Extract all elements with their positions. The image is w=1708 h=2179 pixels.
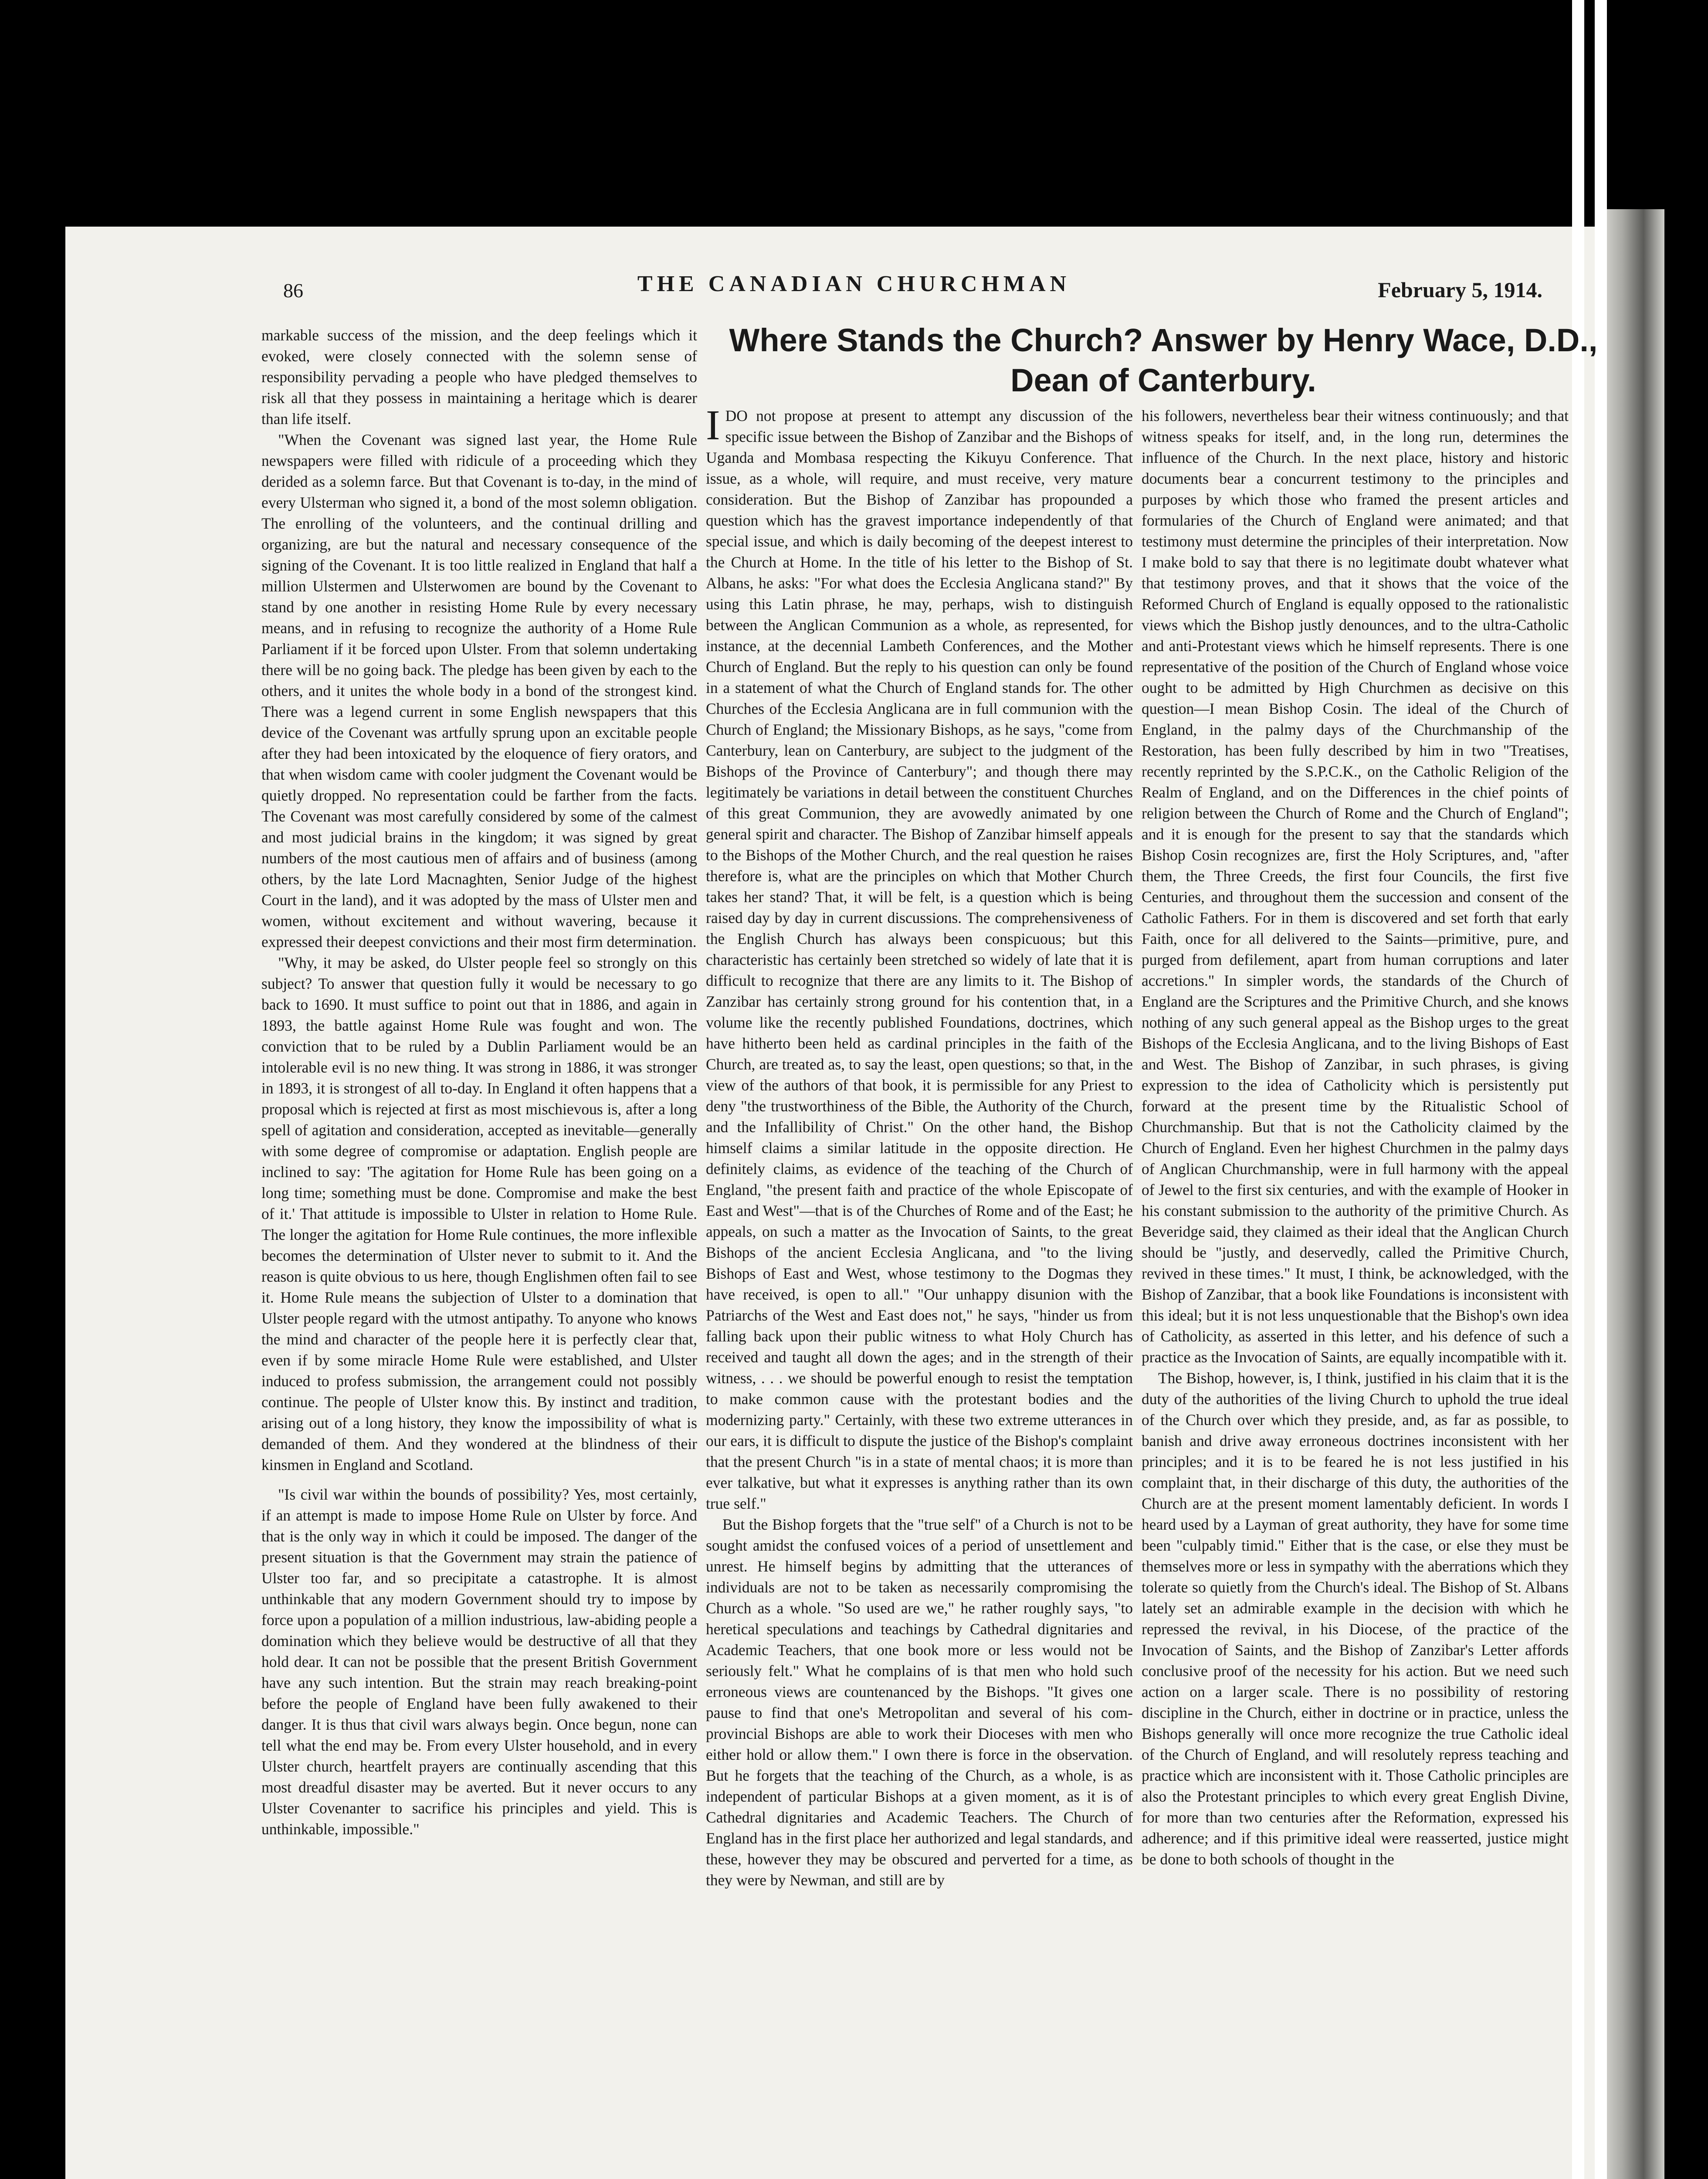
paragraph: markable success of the mission, and the deep feelings which it evoked, were closely connected with the solemn sense of responsibility pervading a people who have pledged themselves to risk all that they possess in maintaining a heritage which is dearer than life itself. — [261, 326, 697, 428]
column-previous-article — [261, 325, 697, 2179]
column-article-2 — [1142, 405, 1569, 2179]
issue-date: February 5, 1914. — [1378, 278, 1542, 302]
paragraph-text: DO not propose at present to attempt any discussion of the specific issue between the Bishop of Zanzibar and the Bishops of Uganda and Mombasa respecting the Kikuyu Conference. That issue, as a whole, will require, and must receive, very mature consideration. But the Bishop of Zanzibar has propounded a question which has the gravest importance independently of that special issue, and which is daily becoming of the deepest interest to the Church at Home. In the title of his letter to the Bishop of St. Albans, he asks: "For what does the Ecclesia Anglicana stand?" By using this Latin phrase, he may, perhaps, wish to distinguish between the Anglican Communion as a whole, as represented, for instance, at the decennial Lambeth Conferences, and the Mother Church of England. But the reply to his question can only be found in a statement of what the Church of England stands for. The other Churches of the Ecclesia Anglicana are in full communion with the Church of England; the Missionary Bishops, as he says, "come from Canterbury, lean on Canterbury, are subject to the judgment of the Bishops of the Province of Canterbury"; and though there may legitimately be variations in detail between the constituent Churches of this great Communion, they are avowedly animated by one general spirit and character. The Bishop of Zanzibar himself appeals to the Bishops of the Mother Church, and the real question he raises therefore is, what are the principles on which that Mother Church takes her stand? That, it will be felt, is a question which is being raised day by day in current discussions. The comprehensiveness of the English Church has always been conspicuous; but this characteristic has certainly been stretched so widely of late that it is difficult to recognize that there are any limits to it. The Bishop of Zanzibar has certainly strong ground for his contention that, in a volume like the recently published Foundations, doctrines, which have hitherto been held as cardinal principles in the faith of the Church, are treated as, to say the least, open questions; so that, in the view of the authors of that book, it is permissible for any Priest to deny "the trustworthiness of the Bible, the Authority of the Church, and the Infallibility of Christ." On the other hand, the Bishop himself claims a similar latitude in the opposite direction. He definitely claims, as evidence of the teaching of the Church of England, "the present faith and practice of the whole Episcopate of East and West"—that is of the Churches of Rome and of the East; he appeals, on such a matter as the Invocation of Saints, to the great Bishops of the ancient Ecclesia Anglicana, and "to the living Bishops of East and West, whose testimony to the Dogmas they have received, is open to all." "Our unhappy disunion with the Patriarchs of the West and East does not," he says, "hinder us from falling back upon their public witness to what Holy Church has received and taught all down the ages; and in the strength of their witness, . . . we should be powerful enough to resist the temptation to make common cause with the protestant bodies and the modernizing party." Certainly, with these two extreme utterances in our ears, it is difficult to dispute the justice of the Bishop's complaint that the present Church "is in a state of mental chaos; it is more than ever talkative, but what it expresses is anything rather than its own true self." — [706, 407, 1133, 1512]
running-title: THE CANADIAN CHURCHMAN — [637, 272, 1071, 296]
paragraph: But the Bishop forgets that the "true self" of a Church is not to be sought amidst the confused voices of a period of unsettlement and unrest. He himself begins by admitting that the utterances of individuals are not to be taken as necessarily compromising the Church as a whole. "So used are we," he rather roughly says, "to heretical speculations and teachings by Cathedral dignitaries and Academic Teachers, that one book more or less would not be seriously felt." What he complains of is that men who hold such erroneous views are countenanced by the Bishops. "It gives one pause to find that one's Metropolitan and several of his com-provincial Bishops are able to work their Dioceses with men who either hold or allow them." I own there is force in the observation. But he forgets that the teaching of the Church, as a whole, is as independent of particular Bishops at a given moment, as it is of Cathedral dignitaries and Academic Teachers. The Church of England has in the first place her authorized and legal standards, and these, however they may be obscured and perverted for a time, as they were by Newman, and still are by — [706, 1516, 1133, 1889]
column-article-1 — [706, 405, 1133, 2179]
page-header — [0, 272, 1708, 305]
paragraph: "Why, it may be asked, do Ulster people feel so strongly on this subject? To answer that question fully it would be necessary to go back to 1690. It must suffice to point out that in 1886, and again in 1893, the battle against Home Rule was fought and won. The conviction that to be ruled by a Dublin Parliament would be an intolerable evil is no new thing. It was strong in 1886, it was stronger in 1893, it is strongest of all to-day. In England it often happens that a proposal which is rejected at first as most mischievous is, after a long spell of agitation and consideration, accepted as inevitable—generally with some degree of compromise or adaptation. English people are inclined to say: 'The agitation for Home Rule has been going on a long time; something must be done. Compromise and make the best of it.' That attitude is impossible to Ulster in relation to Home Rule. The longer the agitation for Home Rule continues, the more inflexible becomes the determination of Ulster never to submit to it. And the reason is quite obvious to us here, though Englishmen often fail to see it. Home Rule means the subjection of Ulster to a domination that Ulster people regard with the utmost antipathy. To anyone who knows the mind and character of the people here it is perfectly clear that, even if by some miracle Home Rule were established, and Ulster induced to profess submission, the arrangement could not possibly continue. The people of Ulster know this. By instinct and tradition, arising out of a long history, they know the impossibility of what is demanded of them. And they wondered at the blindness of their kinsmen in England and Scotland. — [261, 954, 697, 1473]
paragraph: "When the Covenant was signed last year, the Home Rule newspapers were filled with ridicule of a proceeding which they derided as a solemn farce. But that Covenant is to-day, in the mind of every Ulsterman who signed it, a bond of the most solemn obligation. The enrolling of the volunteers, and the continual drilling and organizing, are but the natural and necessary consequence of the signing of the Covenant. It is too little realized in England that half a million Ulstermen and Ulsterwomen are bound by the Covenant to stand by one another in resisting Home Rule by every necessary means, and in refusing to recognize the authority of a Home Rule Parliament if it be forced upon Ulster. From that solemn undertaking there will be no going back. The pledge has been given by each to the others, and it unites the whole body in a bond of the strongest kind. There was a legend current in some English newspapers that this device of the Covenant was artfully sprung upon an excitable people after they had been intoxicated by the eloquence of fiery orators, and that when wisdom came with cooler judgment the Covenant would be quietly dropped. No representation could be farther from the facts. The Covenant was most carefully considered by some of the calmest and most judicial brains in the kingdom; it was signed by great numbers of the most cautious men of affairs and of business (among others, by the late Lord Macnaghten, Senior Judge of the highest Court in the land), and it was adopted by the mass of Ulster men and women, without excitement and without wavering, because it expressed their deepest convictions and their most firm determination. — [261, 431, 697, 950]
paragraph: his followers, nevertheless bear their witness continuously; and that witness speaks for itself, and, in the long run, determines the influence of the Church. In the next place, history and historic documents bear a concurrent testimony to the principles and purposes by which those who framed the present articles and formularies of the Church of England were animated; and that testimony must determine the principles of their interpretation. Now I make bold to say that there is no legitimate doubt whatever what that testimony proves, and that it shows that the voice of the Reformed Church of England is equally opposed to the rationalistic views which the Bishop justly denounces, and to the ultra-Catholic and anti-Protestant views which he himself represents. There is one representative of the position of the Church of England whose voice ought to be admitted by High Churchmen as decisive on this question—I mean Bishop Cosin. The ideal of the Church of England, in the palmy days of the Churchmanship of the Restoration, has been fully described by him in two "Treatises, recently reprinted by the S.P.C.K., on the Catholic Religion of the Realm of England, and on the Differences in the chief points of religion between the Church of Rome and the Church of England"; and it is enough for the present to say that the standards which Bishop Cosin recognizes are, first the Holy Scriptures, and, "after them, the Three Creeds, the first four Councils, the first five Centuries, and throughout them the succession and consent of the Catholic Fathers. For in them is discovered and set forth that early Faith, once for all delivered to the Saints—primitive, pure, and purged from defilement, apart from human corruptions and later accretions." In simpler words, the standards of the Church of England are the Scriptures and the Primitive Church, and she knows nothing of any such general appeal as the Bishop urges to the great Bishops of the Ecclesia Anglicana, and to the living Bishops of East and West. The Bishop of Zanzibar, in such phrases, is giving expression to the idea of Catholicity which is persistently put forward at the present time by the Ritualistic School of Churchmanship. But that is not the Catholicity claimed by the Church of England. Even her highest Churchmen in the palmy days of Anglican Churchmanship, were in full harmony with the appeal of Jewel to the first six centuries, and with the example of Hooker in his constant submission to the authority of the primitive Church. As Beveridge said, they claimed as their ideal that the Anglican Church should be "justly, and deservedly, called the Primitive Church, revived in these times." It must, I think, be acknowledged, with the Bishop of Zanzibar, that a book like Foundations is inconsistent with this ideal; but it is not less unquestionable that the Bishop's own idea of Catholicity, as asserted in this letter, and his defence of such a practice as the Invocation of Saints, are equally incompatible with it. — [1142, 407, 1569, 1366]
page-number: 86 — [283, 279, 303, 302]
paragraph: The Bishop, however, is, I think, justified in his claim that it is the duty of the authorities of the living Church to uphold the true ideal of the Church over which they preside, and, as far as possible, to banish and drive away erroneous doctrines inconsistent with her principles; and it is to be feared he is not less justified in his complaint that, in their discharge of this duty, the authorities of the Church are at the present moment lamentably deficient. In words I heard used by a Layman of great authority, they have for some time been "culpably timid." Either that is the case, or else they must be themselves more or less in sympathy with the aberrations which they tolerate so quietly from the Church's ideal. The Bishop of St. Albans lately set an admirable example in the decision with which he repressed the revival, in his Diocese, of the practice of the Invocation of Saints, and the Bishop of Zanzibar's Letter affords conclusive proof of the necessity for his action. But we need such action on a larger scale. There is no possibility of restoring discipline in the Church, either in doctrine or in practice, unless the Bishops generally will once more recognize the true Catholic ideal of the Church of England, and will resolutely repress teaching and practice which are inconsistent with it. Those Catholic principles are also the Protestant principles to which every great English Divine, for more than two centuries after the Reformation, expressed his adherence; and if this primitive ideal were reasserted, justice might be done to both schools of thought in the — [1142, 1369, 1569, 1868]
drop-cap: I — [706, 405, 720, 449]
article-headline: Where Stands the Church? Answer by Henry Wace, D.D., Dean of Canterbury. — [729, 322, 1598, 398]
paragraph: "Is civil war within the bounds of possibility? Yes, most certainly, if an attempt is made to impose Home Rule on Ulster by force. And that is the only way in which it could be imposed. The danger of the present situation is that the Government may strain the patience of Ulster too far, and so precipitate a catastrophe. It is almost unthinkable that any modern Government should try to impose by force upon a population of a million industrious, law-abiding people a domination which they believe would be destructive of all that they hold dear. It can not be possible that the present British Government have any such intention. But the strain may reach breaking-point before the people of England have been fully awakened to their danger. It is thus that civil wars always begin. Once begun, none can tell what the end may be. From every Ulster household, and in every Ulster church, heartfelt prayers are continually ascending that this most dreadful disaster may be averted. But it never occurs to any Ulster Covenanter to sacrifice his principles and yield. This is unthinkable, impossible." — [261, 1486, 697, 1838]
paragraph — [706, 405, 1133, 1514]
